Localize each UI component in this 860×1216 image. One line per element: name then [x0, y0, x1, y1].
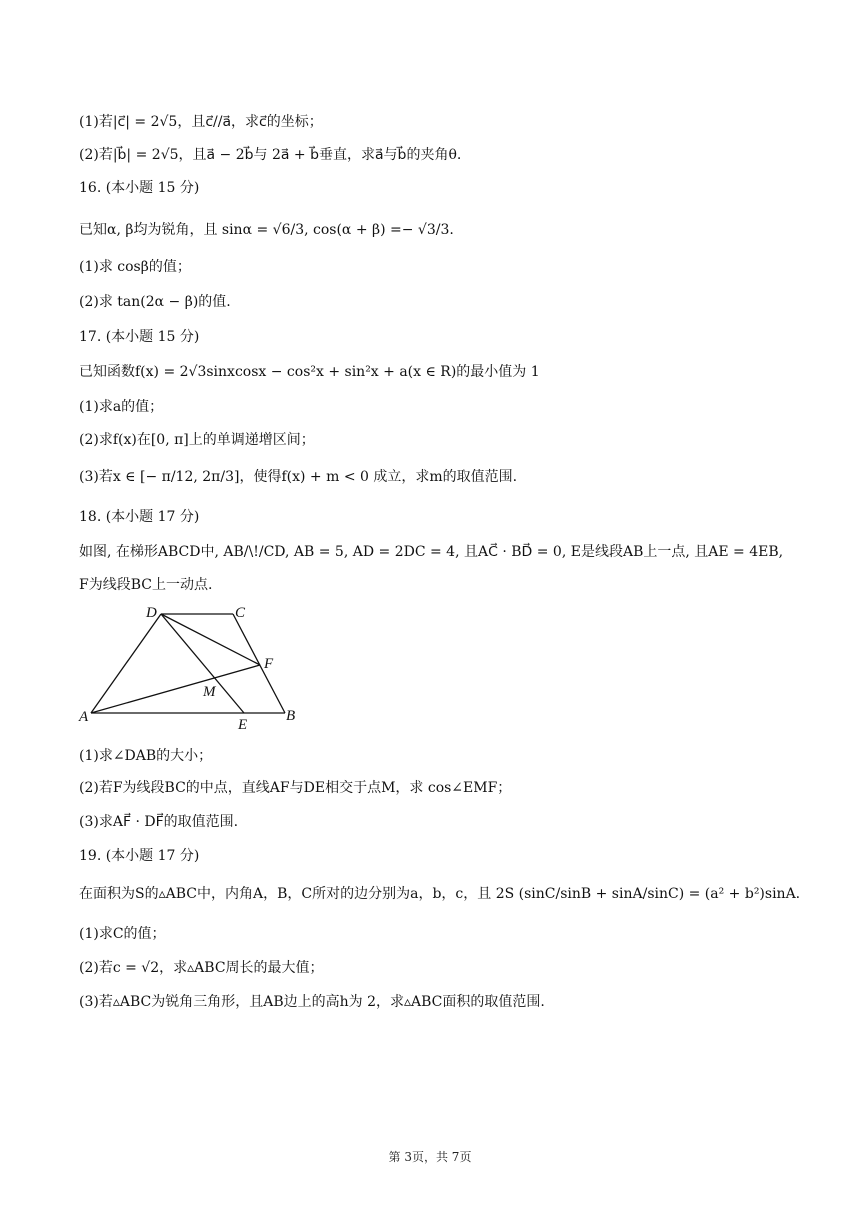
label-b: B: [286, 708, 296, 724]
q16-stem: 已知α, β均为锐角，且 sinα = √6/3, cos(α + β) =− √3/3.: [79, 222, 454, 238]
q17-part3: (3)若x ∈ [− π/12, 2π/3]，使得f(x) + m < 0 成立，求m的取值范围.: [79, 469, 518, 485]
label-d: D: [146, 605, 157, 621]
segment-bc: [233, 614, 285, 713]
segment-ad: [91, 614, 161, 713]
q17-stem: 已知函数f(x) = 2√3sinxcosx − cos²x + sin²x + a(x ∈ R)的最小值为 1: [79, 364, 540, 380]
q16-part2: (2)求 tan(2α − β)的值.: [79, 294, 231, 310]
q18-part1: (1)求∠DAB的大小；: [79, 748, 213, 764]
q19-part3: (3)若▵ABC为锐角三角形，且AB边上的高h为 2，求▵ABC面积的取值范围.: [79, 994, 545, 1010]
q19-stem: 在面积为S的▵ABC中，内角A，B，C所对的边分别为a，b，c，且 2S (sinC/sinB + sinA/sinC) = (a² + b²)sinA.: [79, 886, 801, 902]
label-m: M: [203, 684, 216, 700]
label-f: F: [264, 656, 274, 672]
q19-part1: (1)求C的值；: [79, 926, 166, 942]
page-footer: 第 3页，共 7页: [388, 1150, 472, 1164]
q15-part1: (1)若|c⃗| = 2√5，且c⃗//a⃗，求c⃗的坐标；: [79, 114, 323, 130]
q18-part2: (2)若F为线段BC的中点，直线AF与DE相交于点M，求 cos∠EMF；: [79, 780, 512, 796]
label-e: E: [238, 717, 248, 732]
segment-af: [91, 665, 260, 713]
segment-df: [161, 614, 260, 665]
q15-part2: (2)若|b⃗| = 2√5，且a⃗ − 2b⃗与 2a⃗ + b⃗垂直，求a⃗与b⃗的夹角θ.: [79, 147, 462, 163]
q17-part1: (1)求a的值；: [79, 399, 164, 415]
q16-heading: 16. (本小题 15 分): [79, 180, 200, 196]
q17-heading: 17. (本小题 15 分): [79, 329, 200, 345]
trapezoid-figure: [78, 600, 308, 732]
q18-heading: 18. (本小题 17 分): [79, 509, 200, 525]
q19-part2: (2)若c = √2，求▵ABC周长的最大值；: [79, 960, 324, 976]
q16-part1: (1)求 cosβ的值；: [79, 259, 191, 275]
q18-stem-line1: 如图, 在梯形ABCD中, AB/\!/CD, AB = 5, AD = 2DC = 4, 且AC⃗ · BD⃗ = 0, E是线段AB上一点, 且AE = 4EB,: [79, 544, 784, 560]
q18-stem-line2: F为线段BC上一动点.: [79, 577, 213, 593]
label-c: C: [235, 605, 246, 621]
label-a: A: [79, 709, 89, 725]
q19-heading: 19. (本小题 17 分): [79, 848, 200, 864]
q17-part2: (2)求f(x)在[0, π]上的单调递增区间；: [79, 432, 315, 448]
q18-part3: (3)求AF⃗ · DF⃗的取值范围.: [79, 814, 239, 830]
